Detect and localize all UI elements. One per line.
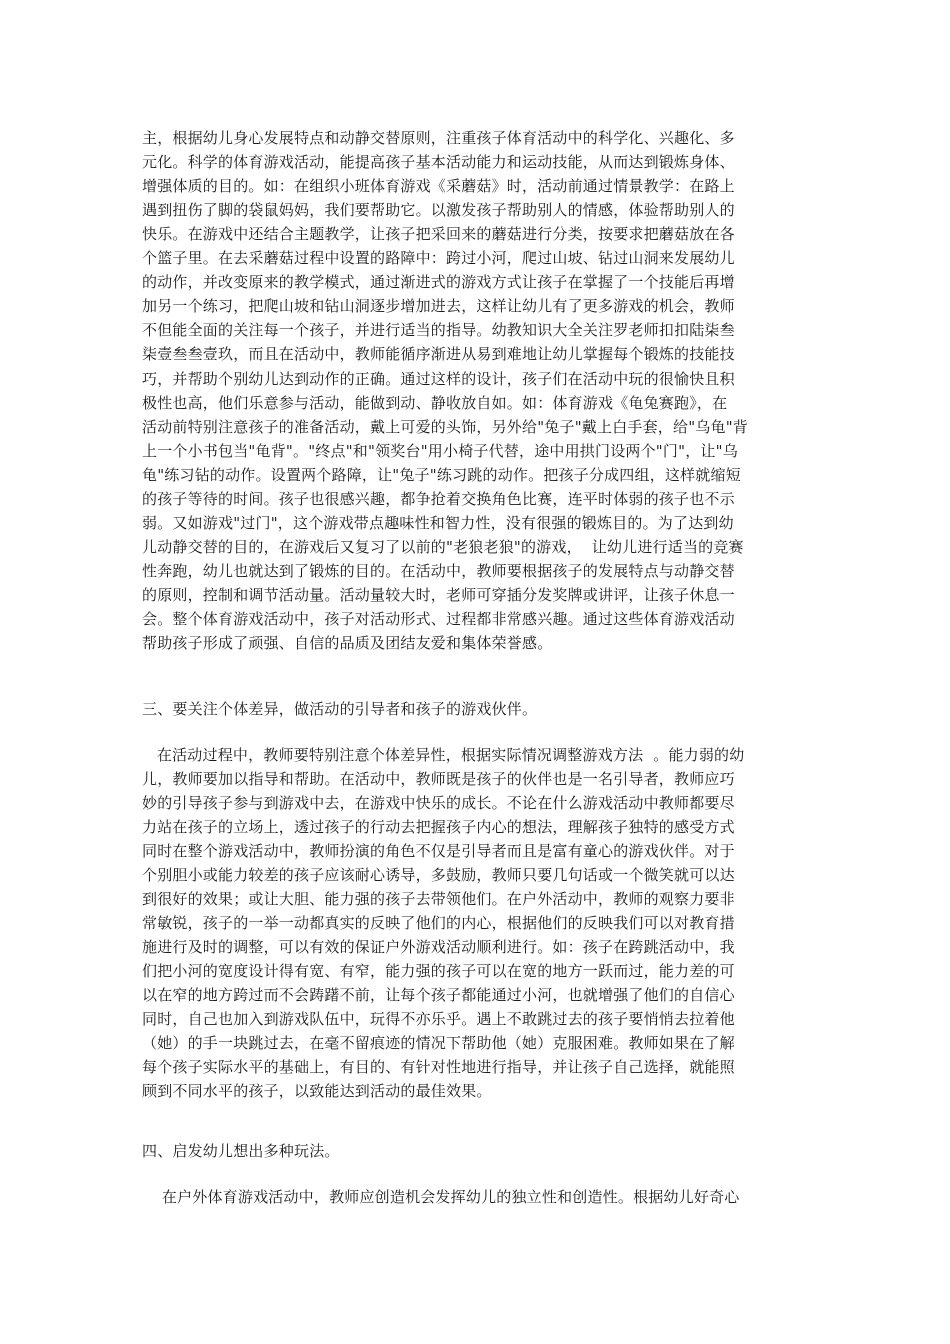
text-line: 巧，并帮助个别幼儿达到动作的正确。通过这样的设计，孩子们在活动中玩的很愉快且积 — [142, 369, 735, 388]
text-line: 加另一个练习，把爬山坡和钻山洞逐步增加进去，这样让幼儿有了更多游戏的机会，教师 — [142, 297, 735, 316]
text-line: 在户外体育游戏活动中，教师应创造机会发挥幼儿的独立性和创造性。根据幼儿好奇心 — [142, 1188, 740, 1206]
text-line: 活动前特别注意孩子的准备活动，戴上可爱的头饰，另外给"兔子"戴上白手套，给"乌龟"背 — [142, 417, 749, 436]
text-line: 不但能全面的关注每一个孩子，并进行适当的指导。幼教知识大全关注罗老师扣扣陆柒叁 — [142, 321, 735, 340]
text-line: 顾到不同水平的孩子，以致能达到活动的最佳效果。 — [142, 1082, 492, 1100]
text-line: 龟"练习钻的动作。设置两个路障，让"兔子"练习跳的动作。把孩子分成四组，这样就缩短 — [142, 465, 741, 484]
text-line: 妙的引导孩子参与到游戏中去，在游戏中快乐的成长。不论在什么游戏活动中教师都要尽 — [142, 794, 735, 812]
text-line: 柒壹叁叁壹玖，而且在活动中，教师能循序渐进从易到难地让幼儿掌握每个锻炼的技能技 — [142, 345, 735, 364]
text-line: 们把小河的宽度设计得有宽、有窄，能力强的孩子可以在宽的地方一跃而过，能力差的可 — [142, 962, 735, 980]
text-line: 到很好的效果；或让大胆、能力强的孩子去带领他们。在户外活动中，教师的观察力要非 — [142, 890, 735, 908]
text-line: 上一个小书包当"龟背"。"终点"和"领奖台"用小椅子代替，途中用拱门设两个"门"，让"乌 — [142, 441, 738, 460]
text-line: 的孩子等待的时间。孩子也很感兴趣，都争抢着交换角色比赛，连平时体弱的孩子也不示 — [142, 489, 735, 508]
text-line: 个别胆小或能力较差的孩子应该耐心诱导，多鼓励，教师只要几句话或一个微笑就可以达 — [142, 866, 735, 884]
text-line: 弱。又如游戏"过门"，这个游戏带点趣味性和智力性，没有很强的锻炼目的。为了达到幼 — [142, 513, 734, 532]
section-heading-3: 三、要关注个体差异，做活动的引导者和孩子的游戏伙伴。 — [142, 700, 538, 718]
text-line: 会。整个体育游戏活动中，孩子对活动形式、过程都非常感兴趣。通过这些体育游戏活动 — [142, 610, 735, 628]
text-line: 儿，教师要加以指导和帮助。在活动中，教师既是孩子的伙伴也是一名引导者，教师应巧 — [142, 770, 735, 788]
text-line: 同时在整个游戏活动中，教师扮演的角色不仅是引导者而且是富有童心的游戏伙伴。对于 — [142, 842, 735, 860]
text-line: 每个孩子实际水平的基础上，有目的、有针对性地进行指导，并让孩子自己选择，就能照 — [142, 1058, 735, 1076]
text-line: 在活动过程中，教师要特别注意个体差异性，根据实际情况调整游戏方法 。能力弱的幼 — [142, 746, 745, 764]
text-line: 帮助孩子形成了顽强、自信的品质及团结友爱和集体荣誉感。 — [142, 634, 553, 653]
text-line: 主，根据幼儿身心发展特点和动静交替原则，注重孩子体育活动中的科学化、兴趣化、多 — [142, 129, 735, 147]
text-line: 的原则，控制和调节活动量。活动量较大时，老师可穿插分发奖牌或讲评，让孩子休息一 — [142, 585, 735, 604]
text-line: （她）的手一块跳过去，在毫不留痕迹的情况下帮助他（她）克服困难。教师如果在了解 — [142, 1034, 735, 1052]
text-line: 个篮子里。在去采蘑菇过程中设置的路障中：跨过小河，爬过山坡、钻过山洞来发展幼儿 — [142, 249, 735, 268]
text-line: 遇到扭伤了脚的袋鼠妈妈，我们要帮助它。以激发孩子帮助别人的情感，体验帮助别人的 — [142, 201, 735, 220]
text-line: 儿动静交替的目的，在游戏后又复习了以前的"老狼老狼"的游戏， 让幼儿进行适当的竞赛 — [142, 537, 744, 556]
text-line: 常敏锐，孩子的一举一动都真实的反映了他们的内心，根据他们的反映我们可以对教育措 — [142, 914, 735, 932]
text-line: 增强体质的目的。如：在组织小班体育游戏《采蘑菇》时，活动前通过情景教学：在路上 — [142, 177, 735, 196]
text-line: 快乐。在游戏中还结合主题教学，让孩子把采回来的蘑菇进行分类，按要求把蘑菇放在各 — [142, 225, 735, 244]
text-line: 同时，自己也加入到游戏队伍中，玩得不亦乐乎。遇上不敢跳过去的孩子要悄悄去拉着他 — [142, 1010, 735, 1028]
text-line: 力站在孩子的立场上，透过孩子的行动去把握孩子内心的想法，理解孩子独特的感受方式 — [142, 818, 735, 836]
section-heading-4: 四、启发幼儿想出多种玩法。 — [142, 1142, 340, 1160]
text-line: 元化。科学的体育游戏活动，能提高孩子基本活动能力和运动技能，从而达到锻炼身体、 — [142, 153, 735, 172]
text-line: 性奔跑，幼儿也就达到了锻炼的目的。在活动中，教师要根据孩子的发展特点与动静交替 — [142, 561, 735, 580]
text-line: 以在窄的地方跨过而不会踌躇不前，让每个孩子都能通过小河，也就增强了他们的自信心 — [142, 986, 735, 1004]
text-line: 施进行及时的调整，可以有效的保证户外游戏活动顺利进行。如：孩子在跨跳活动中，我 — [142, 938, 735, 956]
text-line: 的动作，并改变原来的教学模式，通过渐进式的游戏方式让孩子在掌握了一个技能后再增 — [142, 273, 735, 292]
text-line: 极性也高，他们乐意参与活动，能做到动、静收放自如。如：体育游戏《龟兔赛跑》，在 — [142, 393, 728, 412]
